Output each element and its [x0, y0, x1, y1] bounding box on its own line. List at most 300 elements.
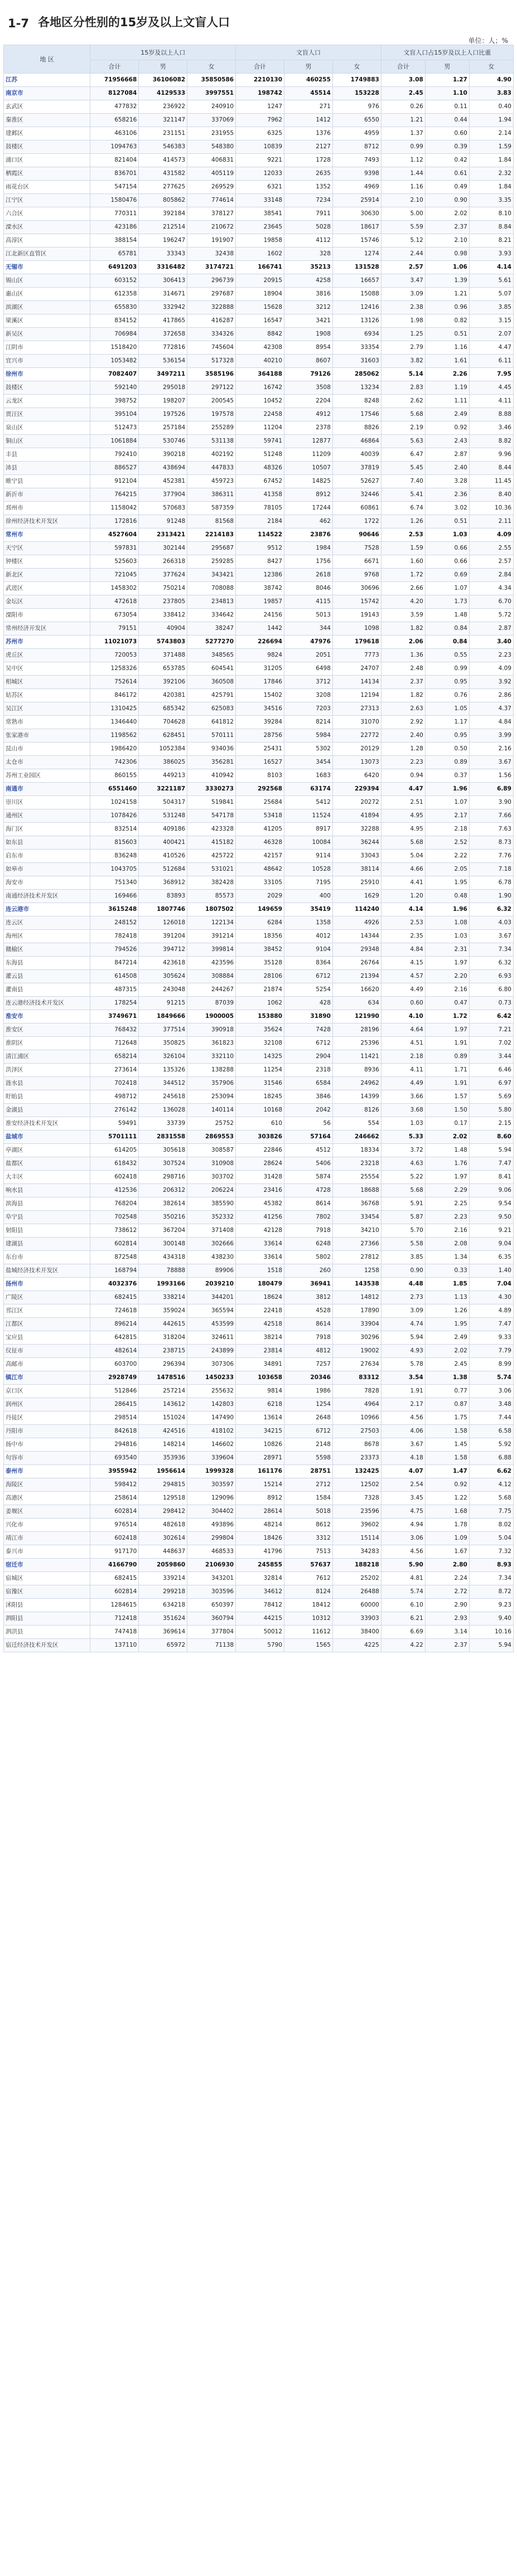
value-cell: 610 [236, 1117, 284, 1131]
value-cell: 2.38 [381, 301, 425, 314]
value-cell: 234813 [187, 595, 236, 609]
value-cell: 2.86 [469, 689, 513, 702]
value-cell: 27366 [332, 1238, 381, 1251]
value-cell: 3997551 [187, 87, 236, 100]
value-cell: 41358 [236, 488, 284, 502]
value-cell: 25752 [187, 1117, 236, 1131]
value-cell: 0.84 [425, 622, 469, 635]
region-name-cell: 丰县 [4, 448, 90, 462]
value-cell: 8.41 [469, 1171, 513, 1184]
value-cell: 2.16 [469, 743, 513, 756]
value-cell: 4.11 [381, 1064, 425, 1077]
table-row [4, 1519, 514, 1532]
value-cell: 410942 [187, 769, 236, 783]
value-cell: 1.56 [469, 769, 513, 783]
table-row [4, 702, 514, 716]
region-name-cell: 云龙区 [4, 395, 90, 408]
value-cell: 45514 [284, 87, 333, 100]
value-cell: 4.63 [381, 1157, 425, 1171]
value-cell: 25554 [332, 1171, 381, 1184]
value-cell: 238715 [139, 1345, 187, 1358]
value-cell: 2.08 [425, 1238, 469, 1251]
value-cell: 344512 [139, 1077, 187, 1090]
value-cell: 7.21 [469, 1023, 513, 1037]
value-cell: 1.58 [425, 1425, 469, 1438]
value-cell: 2.16 [425, 1224, 469, 1238]
value-cell: 377514 [139, 1023, 187, 1037]
value-cell: 768204 [90, 1197, 139, 1211]
value-cell: 493896 [187, 1519, 236, 1532]
value-cell: 25396 [332, 1037, 381, 1050]
value-cell: 40904 [139, 622, 187, 635]
value-cell: 12033 [236, 167, 284, 181]
value-cell: 415182 [187, 836, 236, 850]
value-cell: 2.37 [381, 676, 425, 689]
value-cell: 6420 [332, 769, 381, 783]
value-cell: 4.95 [381, 809, 425, 823]
value-cell: 4.45 [469, 381, 513, 395]
value-cell: 10084 [284, 836, 333, 850]
value-cell: 378127 [187, 207, 236, 221]
value-cell: 38400 [332, 1626, 381, 1639]
value-cell: 71138 [187, 1639, 236, 1652]
value-cell: 392184 [139, 207, 187, 221]
value-cell: 4.56 [381, 1411, 425, 1425]
sub-header: 男 [139, 60, 187, 74]
value-cell: 6584 [284, 1077, 333, 1090]
value-cell: 271 [284, 100, 333, 114]
value-cell: 81568 [187, 515, 236, 528]
value-cell: 5.90 [381, 1559, 425, 1572]
region-name-cell: 盐都区 [4, 1157, 90, 1171]
value-cell: 298716 [139, 1171, 187, 1184]
value-cell: 3.35 [469, 194, 513, 207]
region-name-cell: 涟水县 [4, 1077, 90, 1090]
value-cell: 0.11 [425, 100, 469, 114]
value-cell: 712648 [90, 1037, 139, 1050]
value-cell: 338412 [139, 609, 187, 622]
value-cell: 1986420 [90, 743, 139, 756]
value-cell: 7.40 [381, 475, 425, 488]
value-cell: 372658 [139, 328, 187, 341]
value-cell: 685342 [139, 702, 187, 716]
value-cell: 147490 [187, 1411, 236, 1425]
value-cell: 240910 [187, 100, 236, 114]
value-cell: 15088 [332, 288, 381, 301]
value-cell: 1993166 [139, 1278, 187, 1291]
region-name-cell: 兴化市 [4, 1519, 90, 1532]
value-cell: 1.25 [381, 328, 425, 341]
value-cell: 13073 [332, 756, 381, 769]
value-cell: 33454 [332, 1211, 381, 1224]
value-cell: 5598 [284, 1452, 333, 1465]
value-cell: 402192 [187, 448, 236, 462]
value-cell: 4.41 [381, 876, 425, 890]
sub-header: 男 [425, 60, 469, 74]
value-cell: 1.90 [469, 890, 513, 903]
value-cell: 6.97 [469, 1077, 513, 1090]
table-row [4, 595, 514, 609]
value-cell: 5.78 [381, 1358, 425, 1371]
value-cell: 5.45 [381, 462, 425, 475]
value-cell: 642815 [90, 1331, 139, 1345]
table-row [4, 542, 514, 555]
value-cell: 5.94 [381, 1331, 425, 1345]
value-cell: 1450233 [187, 1371, 236, 1385]
value-cell: 3221187 [139, 783, 187, 796]
value-cell: 7773 [332, 649, 381, 662]
value-cell: 172816 [90, 515, 139, 528]
value-cell: 196247 [139, 234, 187, 248]
value-cell: 1807746 [139, 903, 187, 916]
region-name-cell: 赣榆区 [4, 943, 90, 957]
value-cell: 25914 [332, 194, 381, 207]
value-cell: 339604 [187, 1452, 236, 1465]
value-cell: 2318 [284, 1064, 333, 1077]
value-cell: 10312 [284, 1612, 333, 1626]
value-cell: 8712 [332, 140, 381, 154]
value-cell: 3.06 [381, 1532, 425, 1545]
value-cell: 2059860 [139, 1559, 187, 1572]
value-cell: 7911 [284, 207, 333, 221]
value-cell: 302666 [187, 1238, 236, 1251]
value-cell: 6.46 [469, 1064, 513, 1077]
region-name-cell: 沛县 [4, 462, 90, 475]
value-cell: 5.74 [381, 1585, 425, 1599]
value-cell: 6.32 [469, 957, 513, 970]
value-cell: 5.94 [469, 1144, 513, 1157]
value-cell: 770311 [90, 207, 139, 221]
value-cell: 243048 [139, 983, 187, 997]
value-cell: 10.16 [469, 1626, 513, 1639]
value-cell: 7.95 [469, 368, 513, 381]
value-cell: 1.94 [469, 114, 513, 127]
value-cell: 28624 [236, 1157, 284, 1171]
value-cell: 423618 [139, 957, 187, 970]
value-cell: 5.72 [469, 609, 513, 622]
value-cell: 772816 [139, 341, 187, 355]
value-cell: 5.70 [381, 1224, 425, 1238]
value-cell: 229394 [332, 783, 381, 796]
value-cell: 33148 [236, 194, 284, 207]
value-cell: 198742 [236, 87, 284, 100]
value-cell: 2.93 [425, 1612, 469, 1626]
value-cell: 1.10 [425, 87, 469, 100]
value-cell: 4.81 [381, 1572, 425, 1585]
value-cell: 625083 [187, 702, 236, 716]
region-name-cell: 昆山市 [4, 743, 90, 756]
value-cell: 0.50 [425, 743, 469, 756]
value-cell: 4728 [284, 1184, 333, 1197]
value-cell: 3.99 [469, 729, 513, 743]
value-cell: 423596 [187, 957, 236, 970]
table-row-city [4, 1131, 514, 1144]
value-cell: 231151 [139, 127, 187, 140]
value-cell: 27634 [332, 1358, 381, 1371]
value-cell: 8046 [284, 582, 333, 595]
value-cell: 0.92 [425, 1478, 469, 1492]
value-cell: 1.82 [381, 689, 425, 702]
value-cell: 4129533 [139, 87, 187, 100]
value-cell: 2148 [284, 1438, 333, 1452]
value-cell: 2.36 [425, 488, 469, 502]
value-cell: 18624 [236, 1291, 284, 1304]
value-cell: 48642 [236, 863, 284, 876]
value-cell: 391214 [187, 930, 236, 943]
value-cell: 5.41 [381, 488, 425, 502]
value-cell: 2184 [236, 515, 284, 528]
value-cell: 3.14 [425, 1626, 469, 1639]
value-cell: 1.84 [469, 181, 513, 194]
sub-header: 女 [469, 60, 513, 74]
value-cell: 299804 [187, 1532, 236, 1545]
region-name-cell: 鼓楼区 [4, 381, 90, 395]
value-cell: 463106 [90, 127, 139, 140]
table-row-city [4, 1465, 514, 1478]
value-cell: 2635 [284, 167, 333, 181]
value-cell: 460255 [284, 74, 333, 87]
value-cell: 423328 [187, 823, 236, 836]
value-cell: 4.07 [381, 1465, 425, 1478]
value-cell: 188218 [332, 1559, 381, 1572]
value-cell: 305624 [139, 970, 187, 983]
value-cell: 453599 [187, 1318, 236, 1331]
value-cell: 137110 [90, 1639, 139, 1652]
value-cell: 634218 [139, 1599, 187, 1612]
value-cell: 504317 [139, 796, 187, 809]
value-cell: 7962 [236, 114, 284, 127]
value-cell: 1.21 [425, 288, 469, 301]
table-body [4, 74, 514, 1652]
value-cell: 308884 [187, 970, 236, 983]
value-cell: 2.44 [381, 248, 425, 261]
value-cell: 750214 [139, 582, 187, 595]
value-cell: 7328 [332, 1492, 381, 1505]
value-cell: 724618 [90, 1304, 139, 1318]
value-cell: 359024 [139, 1304, 187, 1318]
value-cell: 0.84 [425, 635, 469, 649]
value-cell: 5.80 [469, 1104, 513, 1117]
value-cell: 259285 [187, 555, 236, 569]
value-cell: 4.56 [381, 1545, 425, 1559]
region-name-cell: 武进区 [4, 582, 90, 595]
value-cell: 51248 [236, 448, 284, 462]
table-row [4, 194, 514, 207]
value-cell: 243899 [187, 1345, 236, 1358]
value-cell: 16742 [236, 381, 284, 395]
value-cell: 4.47 [381, 783, 425, 796]
value-cell: 1247 [236, 100, 284, 114]
value-cell: 298514 [90, 1411, 139, 1425]
value-cell: 7195 [284, 876, 333, 890]
value-cell: 8917 [284, 823, 333, 836]
value-cell: 132425 [332, 1465, 381, 1478]
value-cell: 3.92 [469, 676, 513, 689]
table-row [4, 943, 514, 957]
region-name-cell: 溧水区 [4, 221, 90, 234]
value-cell: 1.95 [425, 1318, 469, 1331]
value-cell: 136028 [139, 1104, 187, 1117]
value-cell: 693540 [90, 1452, 139, 1465]
region-name-cell: 宜兴市 [4, 355, 90, 368]
table-row [4, 1425, 514, 1438]
sub-header: 合计 [90, 60, 139, 74]
value-cell: 42157 [236, 850, 284, 863]
value-cell: 53418 [236, 809, 284, 823]
value-cell: 702548 [90, 1211, 139, 1224]
value-cell: 2.53 [381, 528, 425, 542]
value-cell: 343421 [187, 569, 236, 582]
region-name-cell: 苏州市 [4, 635, 90, 649]
value-cell: 34612 [236, 1585, 284, 1599]
value-cell: 6.89 [469, 783, 513, 796]
region-name-cell: 姜堰区 [4, 1505, 90, 1519]
value-cell: 1.03 [381, 1117, 425, 1131]
value-cell: 704628 [139, 716, 187, 729]
value-cell: 2648 [284, 1411, 333, 1425]
value-cell: 10507 [284, 462, 333, 475]
value-cell: 4.14 [469, 261, 513, 274]
value-cell: 296739 [187, 274, 236, 288]
value-cell: 33614 [236, 1238, 284, 1251]
value-cell: 442615 [139, 1318, 187, 1331]
value-cell: 83312 [332, 1371, 381, 1385]
value-cell: 361823 [187, 1037, 236, 1050]
region-name-cell: 钟楼区 [4, 555, 90, 569]
value-cell: 8427 [236, 555, 284, 569]
value-cell: 614205 [90, 1144, 139, 1157]
value-cell: 1580476 [90, 194, 139, 207]
value-cell: 276142 [90, 1104, 139, 1117]
value-cell: 2.80 [425, 1559, 469, 1572]
value-cell: 447833 [187, 462, 236, 475]
value-cell: 32446 [332, 488, 381, 502]
value-cell: 255289 [187, 421, 236, 435]
value-cell: 3.83 [469, 87, 513, 100]
region-name-cell: 洪泽区 [4, 1064, 90, 1077]
value-cell: 260 [284, 1264, 333, 1278]
table-row [4, 1492, 514, 1505]
value-cell: 395104 [90, 408, 139, 421]
value-cell: 747418 [90, 1626, 139, 1639]
value-cell: 302144 [139, 542, 187, 555]
region-name-cell: 射阳县 [4, 1224, 90, 1238]
value-cell: 6712 [284, 970, 333, 983]
value-cell: 2.23 [381, 756, 425, 769]
value-cell: 847214 [90, 957, 139, 970]
value-cell: 0.26 [381, 100, 425, 114]
value-cell: 896214 [90, 1318, 139, 1331]
value-cell: 2.10 [381, 194, 425, 207]
table-row [4, 1639, 514, 1652]
value-cell: 392106 [139, 676, 187, 689]
value-cell: 364188 [236, 368, 284, 381]
value-cell: 3.82 [381, 355, 425, 368]
value-cell: 85573 [187, 890, 236, 903]
value-cell: 8936 [332, 1064, 381, 1077]
value-cell: 8612 [284, 1519, 333, 1532]
value-cell: 11209 [284, 448, 333, 462]
value-cell: 1.48 [425, 609, 469, 622]
value-cell: 151024 [139, 1411, 187, 1425]
value-cell: 0.44 [425, 114, 469, 127]
value-cell: 15214 [236, 1478, 284, 1492]
value-cell: 5.91 [381, 1197, 425, 1211]
value-cell: 5.12 [381, 234, 425, 248]
value-cell: 1.96 [425, 783, 469, 796]
value-cell: 3712 [284, 676, 333, 689]
value-cell: 303702 [187, 1171, 236, 1184]
value-cell: 7493 [332, 154, 381, 167]
value-cell: 9221 [236, 154, 284, 167]
value-cell: 2.54 [381, 1478, 425, 1492]
region-name-cell: 张家港市 [4, 729, 90, 743]
table-row [4, 876, 514, 890]
region-name-cell: 吴江区 [4, 702, 90, 716]
value-cell: 3421 [284, 314, 333, 328]
value-cell: 16620 [332, 983, 381, 997]
value-cell: 344201 [187, 1291, 236, 1304]
value-cell: 1198562 [90, 729, 139, 743]
value-cell: 4959 [332, 127, 381, 140]
value-cell: 377904 [139, 488, 187, 502]
value-cell: 5412 [284, 796, 333, 809]
value-cell: 602418 [90, 1171, 139, 1184]
value-cell: 351624 [139, 1612, 187, 1626]
table-row [4, 421, 514, 435]
value-cell: 33904 [332, 1318, 381, 1331]
region-name-cell: 建湖县 [4, 1238, 90, 1251]
value-cell: 449213 [139, 769, 187, 783]
value-cell: 0.47 [425, 997, 469, 1010]
value-cell: 530746 [139, 435, 187, 448]
value-cell: 19857 [236, 595, 284, 609]
value-cell: 10839 [236, 140, 284, 154]
value-cell: 1352 [284, 181, 333, 194]
table-row-city [4, 903, 514, 916]
value-cell: 4112 [284, 234, 333, 248]
value-cell: 5.33 [381, 1131, 425, 1144]
region-name-cell: 宿迁市 [4, 1559, 90, 1572]
value-cell: 498712 [90, 1090, 139, 1104]
value-cell: 385590 [187, 1197, 236, 1211]
table-title: 各地区分性别的15岁及以上文盲人口 [37, 16, 230, 29]
value-cell: 65972 [139, 1639, 187, 1652]
value-cell: 7.79 [469, 1345, 513, 1358]
value-cell: 37819 [332, 462, 381, 475]
region-name-cell: 海陵区 [4, 1478, 90, 1492]
value-cell: 32108 [236, 1037, 284, 1050]
value-cell: 0.87 [425, 1398, 469, 1411]
value-cell: 169466 [90, 890, 139, 903]
value-cell: 612358 [90, 288, 139, 301]
value-cell: 0.69 [425, 569, 469, 582]
value-cell: 597831 [90, 542, 139, 555]
value-cell: 1756 [284, 555, 333, 569]
value-cell: 6218 [236, 1398, 284, 1411]
value-cell: 140114 [187, 1104, 236, 1117]
value-cell: 917170 [90, 1545, 139, 1559]
value-cell: 38742 [236, 582, 284, 595]
value-cell: 2.16 [425, 983, 469, 997]
value-cell: 5.68 [469, 1492, 513, 1505]
value-cell: 31070 [332, 716, 381, 729]
value-cell: 742306 [90, 756, 139, 769]
value-cell: 198207 [139, 395, 187, 408]
value-cell: 1728 [284, 154, 333, 167]
region-name-cell: 扬中市 [4, 1438, 90, 1452]
value-cell: 1478516 [139, 1371, 187, 1385]
